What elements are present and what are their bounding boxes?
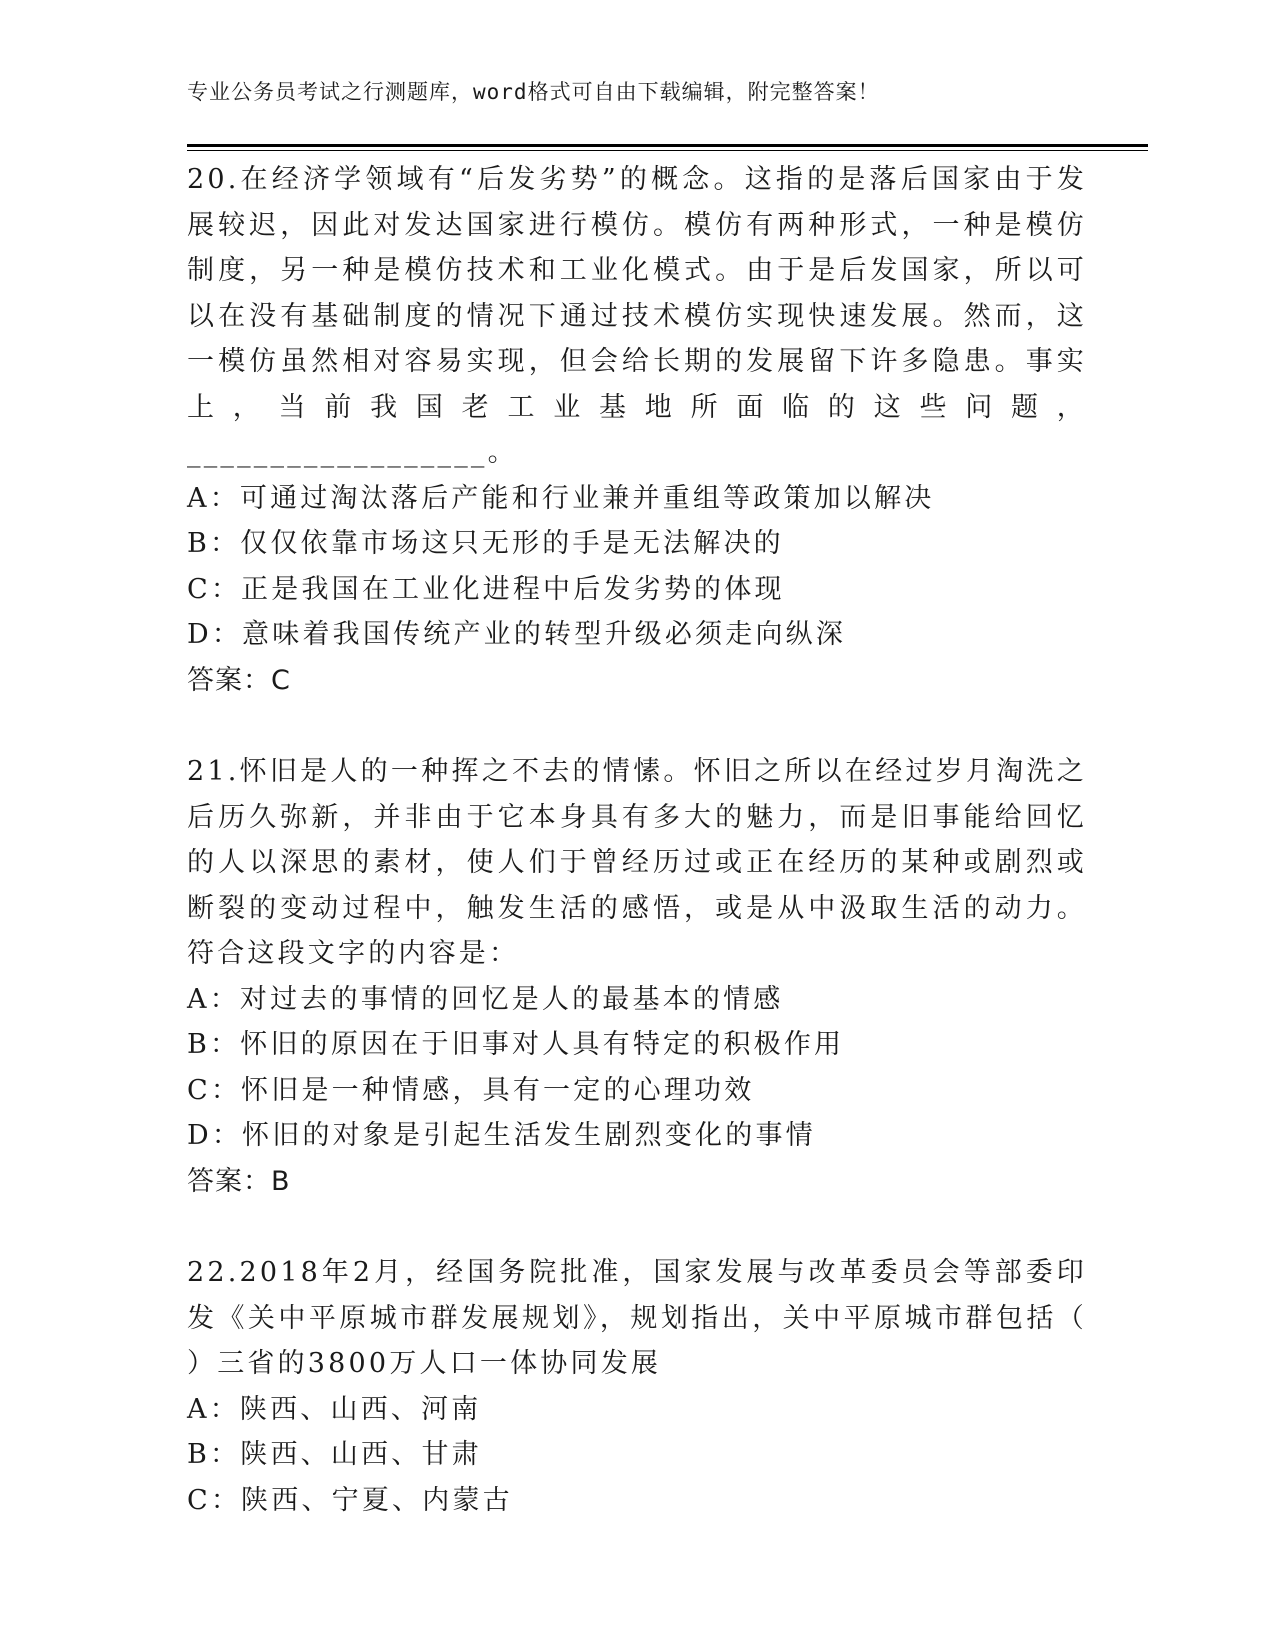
header-divider-thin bbox=[187, 150, 1148, 151]
question-stem: 22.2018年2月，经国务院批准，国家发展与改革委员会等部委印发《关中平原城市群发展规划》，规划指出，关中平原城市群包括（ ）三省的3800万人口一体协同发展 bbox=[187, 1257, 1087, 1379]
question-stem: 20.在经济学领域有“后发劣势”的概念。这指的是落后国家由于发展较迟，因此对发达国家进行模仿。模仿有两种形式，一种是模仿制度，另一种是模仿技术和工业化模式。由于是后发国家，所以可以在没有基础制度的情况下通过技术模仿实现快速发展。然而，这一模仿虽然相对容易实现，但会给长期的发展留下许多隐患。事实上，当前我国老工业基地所面临的这些问题，__________________。 bbox=[187, 164, 1087, 468]
option-a: A：对过去的事情的回忆是人的最基本的情感 bbox=[187, 983, 784, 1015]
option-b: B：怀旧的原因在于旧事对人具有特定的积极作用 bbox=[187, 1029, 845, 1060]
question-22 bbox=[187, 1250, 1087, 1523]
option-c: C：正是我国在工业化进程中后发劣势的体现 bbox=[187, 573, 785, 605]
option-b: B：陕西、山西、甘肃 bbox=[187, 1439, 482, 1470]
question-20 bbox=[187, 157, 1087, 703]
answer-label: 答案：C bbox=[187, 664, 291, 696]
option-a: A：可通过淘汰落后产能和行业兼并重组等政策加以解决 bbox=[187, 482, 935, 514]
option-d: D：意味着我国传统产业的转型升级必须走向纵深 bbox=[187, 619, 847, 650]
option-d: D：怀旧的对象是引起生活发生剧烈变化的事情 bbox=[187, 1120, 816, 1151]
header-divider-thick bbox=[187, 144, 1148, 147]
option-c: C：怀旧是一种情感，具有一定的心理功效 bbox=[187, 1074, 755, 1106]
option-b: B：仅仅依靠市场这只无形的手是无法解决的 bbox=[187, 528, 784, 559]
option-a: A：陕西、山西、河南 bbox=[187, 1393, 482, 1425]
page-header: 专业公务员考试之行测题库，word格式可自由下载编辑，附完整答案！ bbox=[187, 80, 880, 104]
question-stem: 21.怀旧是人的一种挥之不去的情愫。怀旧之所以在经过岁月淘洗之后历久弥新，并非由于它本身具有多大的魅力，而是旧事能给回忆的人以深思的素材，使人们于曾经历过或正在经历的某种或剧烈或断裂的变动过程中，触发生活的感悟，或是从中汲取生活的动力。符合这段文字的内容是： bbox=[187, 756, 1087, 969]
question-21 bbox=[187, 749, 1087, 1204]
answer-label: 答案：B bbox=[187, 1165, 291, 1197]
question-list bbox=[187, 157, 1087, 1569]
option-c: C：陕西、宁夏、内蒙古 bbox=[187, 1484, 513, 1516]
